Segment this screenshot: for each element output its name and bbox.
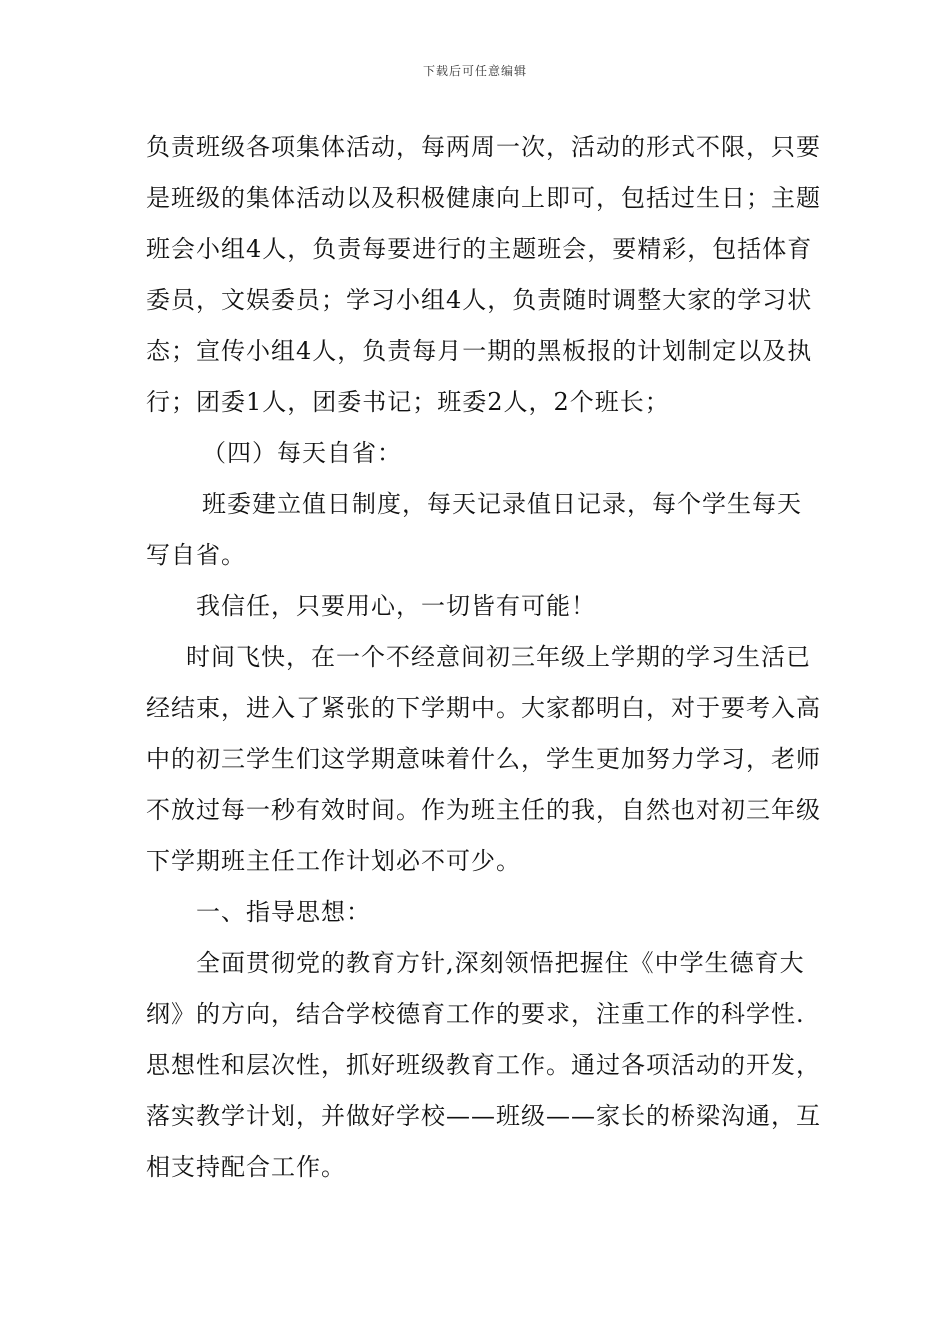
paragraph-class-groups: 负责班级各项集体活动，每两周一次，活动的形式不限，只要是班级的集体活动以及积极健康向上即可，包括过生日；主题班会小组4人，负责每要进行的主题班会，要精彩，包括体育委员，文娱委员；学习小组4人，负责随时调整大家的学习状态；宣传小组4人，负责每月一期的黑板报的计划制定以及执行；团委1人，团委书记；班委2人，2个班长； bbox=[146, 133, 821, 416]
document-body bbox=[146, 122, 826, 1193]
section-heading-guiding-ideology: 一、指导思想： bbox=[196, 898, 371, 926]
paragraph-belief: 我信任，只要用心，一切皆有可能！ bbox=[196, 592, 596, 620]
paragraph-time-flies: 时间飞快，在一个不经意间初三年级上学期的学习生活已经结束，进入了紧张的下学期中。大家都明白，对于要考入高中的初三学生们这学期意味着什么，学生更加努力学习，老师不放过每一秒有效时间。作为班主任的我，自然也对初三年级下学期班主任工作计划必不可少。 bbox=[146, 643, 821, 875]
paragraph-duty-system: 班委建立值日制度，每天记录值日记录，每个学生每天写自省。 bbox=[146, 490, 802, 569]
page-header: 下载后可任意编辑 bbox=[422, 64, 527, 78]
paragraph-education-policy: 全面贯彻党的教育方针,深刻领悟把握住《中学生德育大纲》的方向，结合学校德育工作的要求，注重工作的科学性.思想性和层次性，抓好班级教育工作。通过各项活动的开发，落实教学计划，并做好学校——班级——家长的桥梁沟通，互相支持配合工作。 bbox=[146, 949, 821, 1181]
section-heading-daily-reflection: （四）每天自省： bbox=[202, 439, 402, 467]
